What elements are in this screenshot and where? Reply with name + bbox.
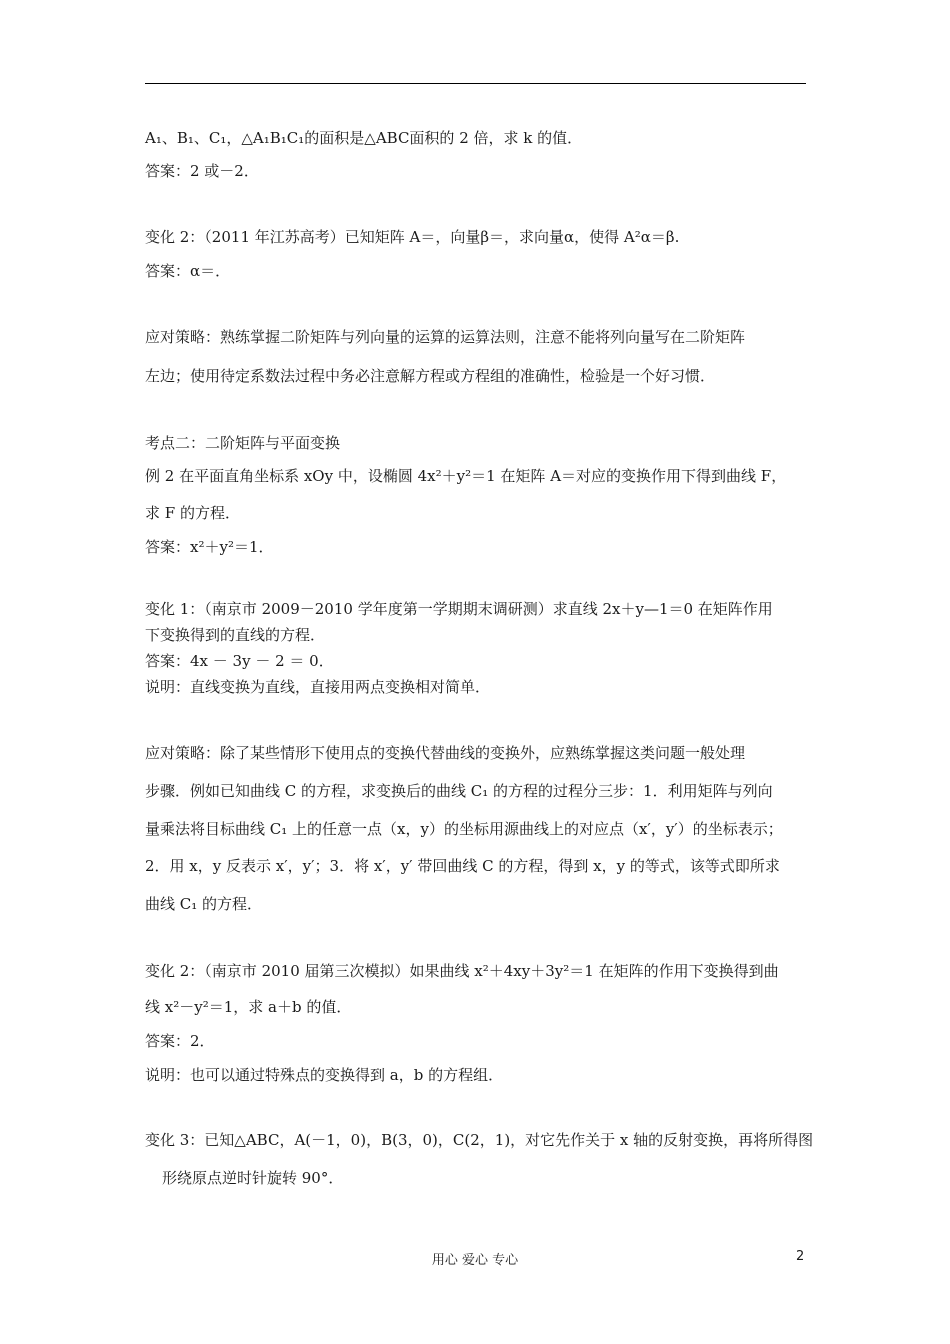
- answer-line: 答案：α＝．: [145, 262, 231, 280]
- page-footer: 用心 爱心 专心: [431, 1253, 519, 1268]
- note-line: 说明：直线变换为直线，直接用两点变换相对简单．: [145, 678, 491, 696]
- section-heading: 考点二：二阶矩阵与平面变换: [145, 434, 341, 452]
- answer-line: 答案：x²＋y²＝1．: [145, 538, 274, 556]
- strategy-line: 左边；使用待定系数法过程中务必注意解方程或方程组的准确性，检验是一个好习惯．: [145, 367, 716, 385]
- strategy-line: 应对策略：除了某些情形下使用点的变换代替曲线的变换外，应熟练掌握这类问题一般处理: [145, 744, 746, 762]
- strategy-line: 步骤．例如已知曲线 C 的方程，求变换后的曲线 C₁ 的方程的过程分三步：1．利用矩阵与列向: [145, 782, 773, 800]
- variation-line: 变化 3：已知△ABC，A(－1，0)，B(3，0)，C(2，1)，对它先作关于 x 轴的反射变换，再将所得图: [145, 1131, 814, 1149]
- note-line: 说明：也可以通过特殊点的变换得到 a，b 的方程组．: [145, 1066, 504, 1084]
- example-line: 求 F 的方程．: [145, 504, 240, 522]
- example-line: 例 2 在平面直角坐标系 xOy 中，设椭圆 4x²＋y²＝1 在矩阵 A＝对应的变换作用下得到曲线 F，: [145, 467, 787, 485]
- variation-line: 变化 2：（2011 年江苏高考）已知矩阵 A＝，向量β＝，求向量α，使得 A²α＝β.: [145, 228, 680, 246]
- strategy-line: 曲线 C₁ 的方程．: [145, 895, 263, 913]
- answer-line: 答案：2 或－2．: [145, 162, 259, 180]
- strategy-line: 应对策略：熟练掌握二阶矩阵与列向量的运算的运算法则，注意不能将列向量写在二阶矩阵: [145, 328, 746, 346]
- strategy-line: 量乘法将目标曲线 C₁ 上的任意一点（x，y）的坐标用源曲线上的对应点（x′，y′）的坐标表示；: [145, 820, 783, 838]
- variation-line: 变化 1：（南京市 2009－2010 学年度第一学期期末调研测）求直线 2x＋y—1＝0 在矩阵作用: [145, 600, 773, 618]
- page-number: 2: [796, 1249, 805, 1264]
- answer-line: 答案：2．: [145, 1032, 215, 1050]
- answer-line: 答案：4x － 3y － 2 ＝ 0．: [145, 652, 334, 670]
- variation-line: 线 x²－y²＝1，求 a＋b 的值．: [145, 998, 352, 1016]
- variation-line: 变化 2：（南京市 2010 届第三次模拟）如果曲线 x²＋4xy＋3y²＝1 在矩阵的作用下变换得到曲: [145, 962, 779, 980]
- text-line: A₁、B₁、C₁，△A₁B₁C₁的面积是△ABC面积的 2 倍，求 k 的值．: [145, 129, 583, 147]
- variation-line: 下变换得到的直线的方程．: [145, 626, 326, 644]
- strategy-line: 2．用 x，y 反表示 x′，y′；3．将 x′，y′ 带回曲线 C 的方程，得到 x，y 的等式，该等式即所求: [145, 857, 780, 875]
- header-rule: [145, 83, 806, 84]
- variation-line: 形绕原点逆时针旋转 90°．: [162, 1169, 344, 1187]
